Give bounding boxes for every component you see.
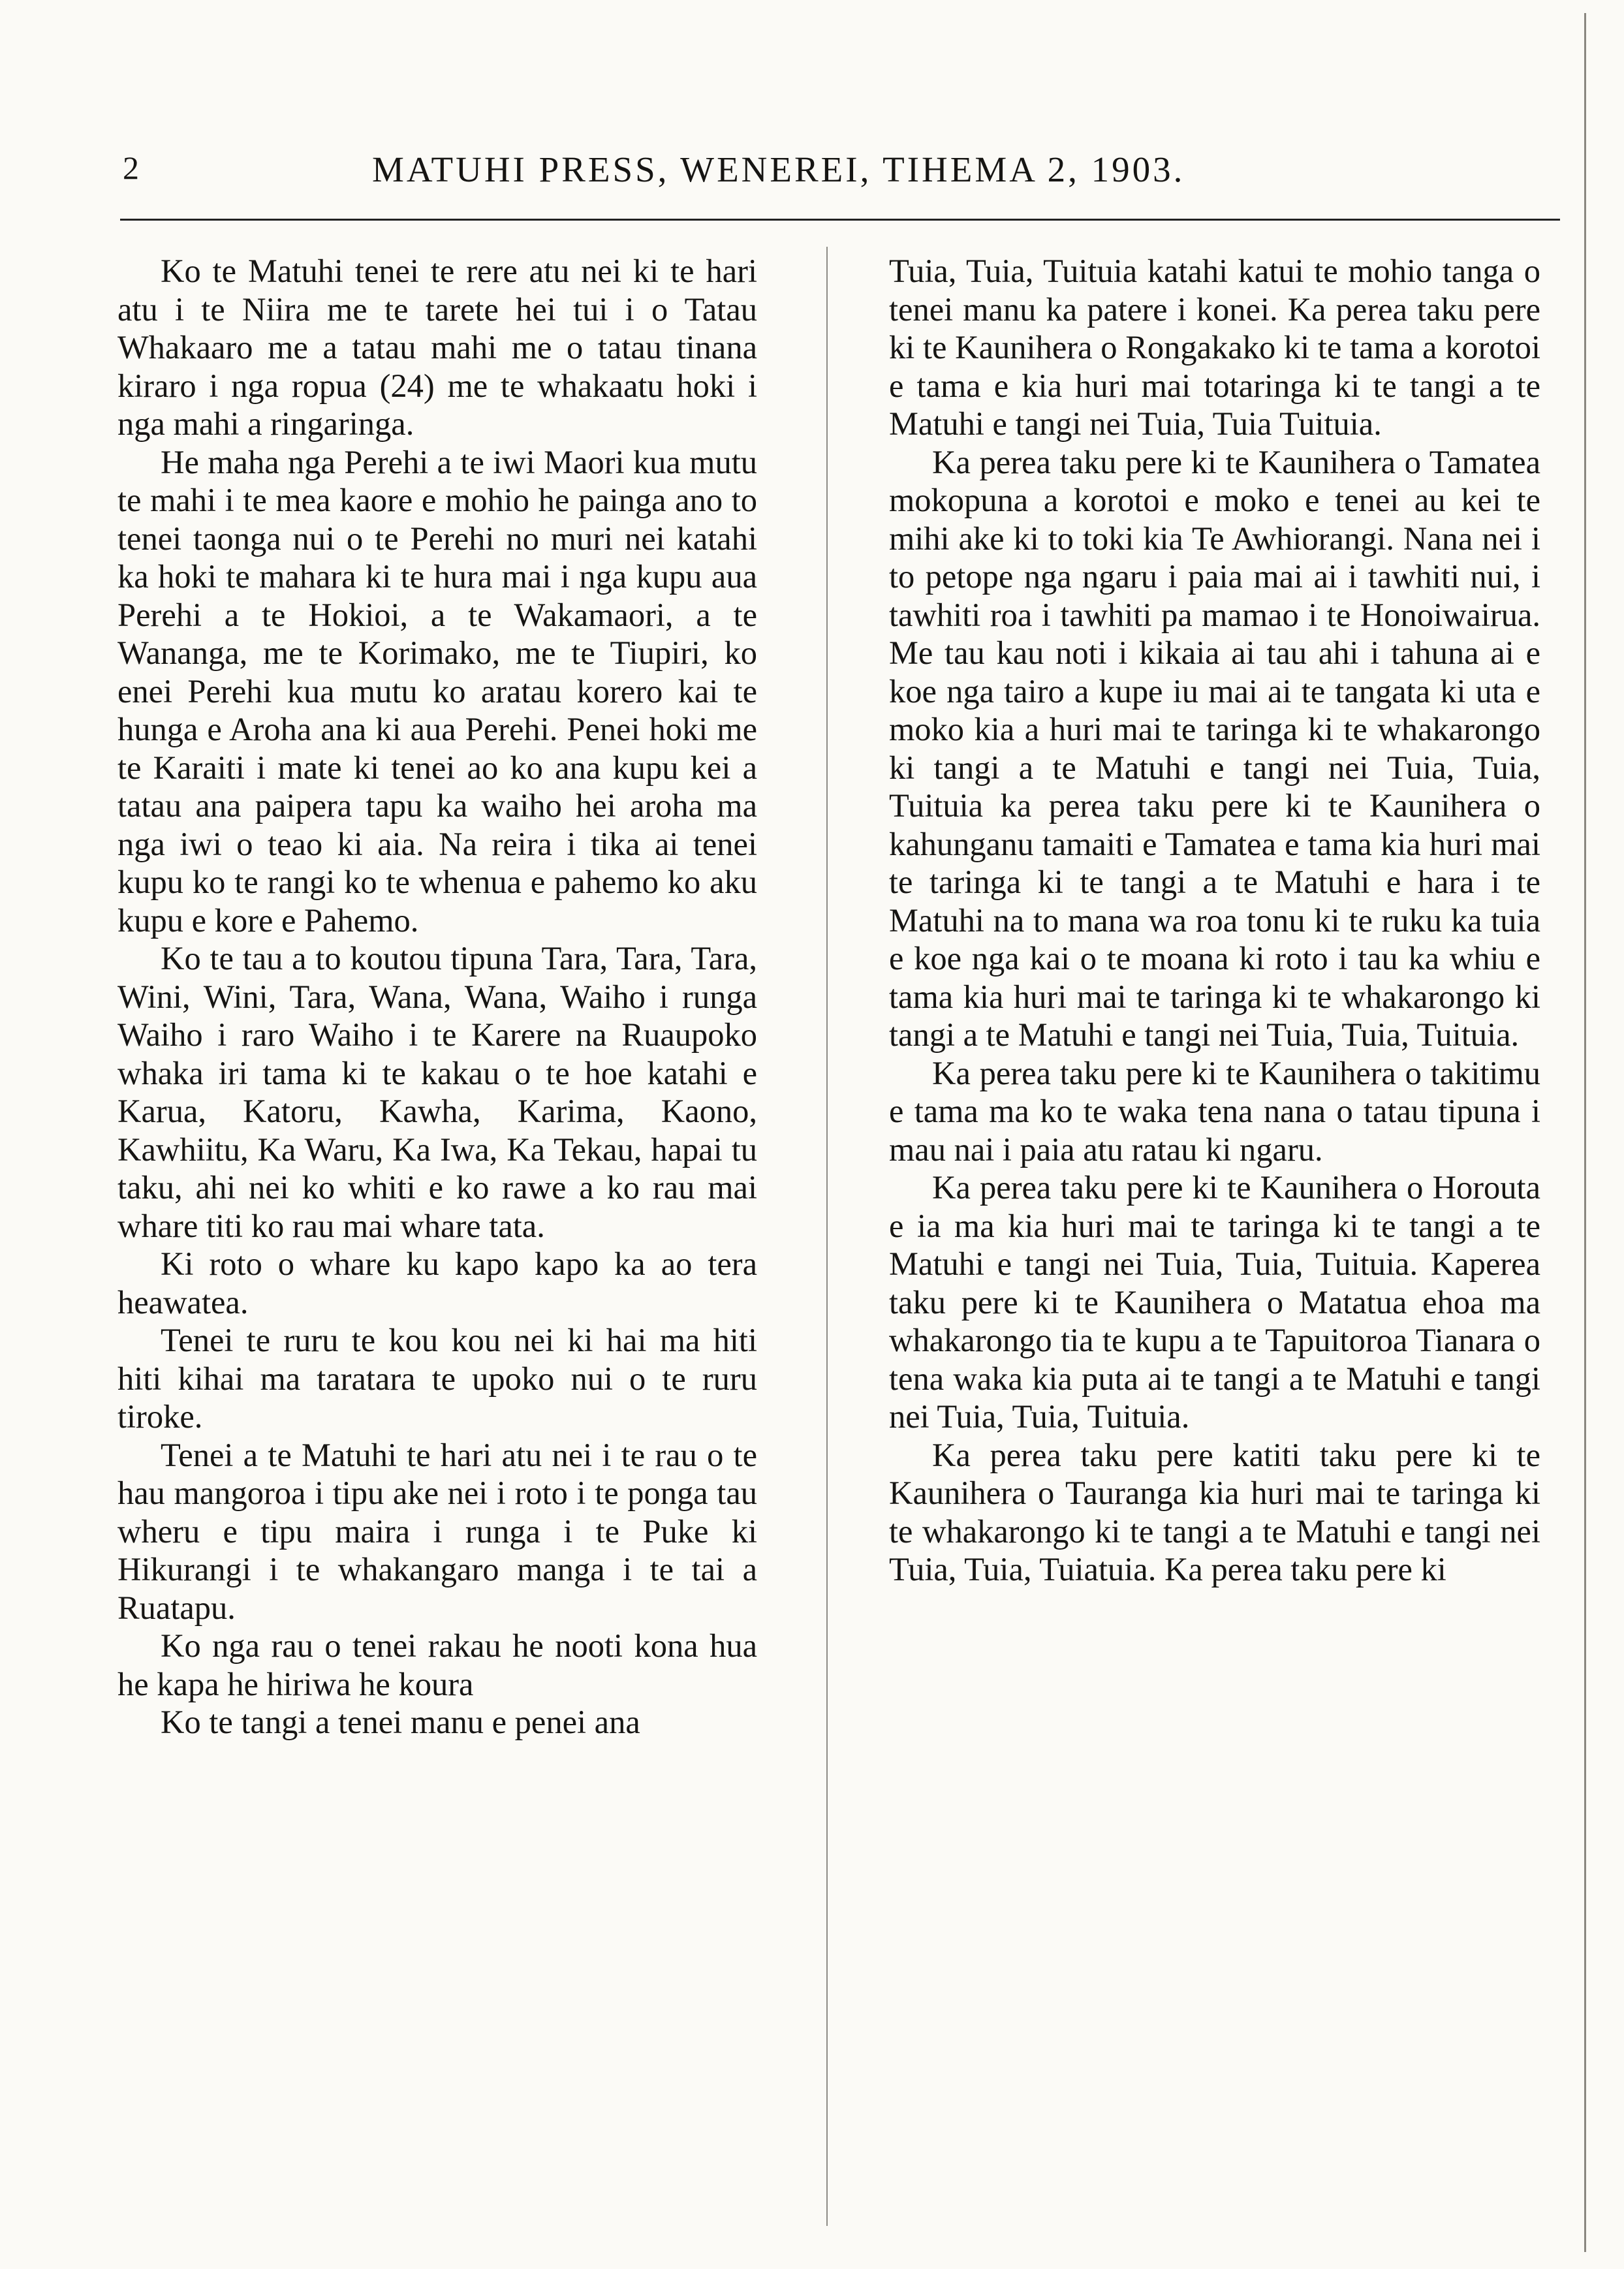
paragraph: Ka perea taku pere katiti taku pere ki te Kaunihera o Tauranga kia huri mai te taringa ki te whakarongo ki te tangi a te Matuhi e tangi nei Tuia, Tuia, Tuiatuia. Ka perea taku pere ki [889, 1436, 1540, 1588]
column-rule [826, 247, 828, 2226]
paragraph: Ki roto o whare ku kapo kapo ka ao tera heawatea. [117, 1245, 757, 1321]
left-column [117, 252, 757, 1742]
paragraph: Ka perea taku pere ki te Kaunihera o Horouta e ia ma kia huri mai te taringa ki te tangi a te Matuhi e tangi nei Tuia, Tuia, Tuituia. Kaperea taku pere ki te Kaunihera o Matatua ehoa ma whakarongo tia te kupu a te Tapuitoroa Tianara o tena waka kia puta ai te tangi a te Matuhi e tangi nei Tuia, Tuia, Tuituia. [889, 1169, 1540, 1435]
paragraph: Ko te Matuhi tenei te rere atu nei ki te hari atu i te Niira me te tarete hei tui i o Tatau Whakaaro me a tatau mahi me o tatau tinana kiraro i nga ropua (24) me te whakaatu hoki i nga mahi a ringaringa. [117, 253, 757, 442]
paragraph: Tenei a te Matuhi te hari atu nei i te rau o te hau mangoroa i tipu ake nei i roto i te ponga tau wheru e tipu maira i runga i te Puke ki Hikurangi i te whakangaro manga i te tai a Ruatapu. [117, 1436, 757, 1626]
running-head: MATUHI PRESS, WENEREI, TIHEMA 2, 1903. [372, 149, 1185, 189]
paragraph: Ko te tau a to koutou tipuna Tara, Tara, Tara, Wini, Wini, Tara, Wana, Wana, Waiho i runga Waiho i raro Waiho i te Karere na Ruaupoko whaka iri tama ki te kakau o te hoe katahi e Karua, Katoru, Kawha, Karima, Kaono, Kawhiitu, Ka Waru, Ka Iwa, Ka Tekau, hapai tu taku, ahi nei ko whiti e ko rawe a ko rau mai whare titi ko rau mai whare tata. [117, 940, 757, 1244]
paragraph: Ka perea taku pere ki te Kaunihera o Tamatea mokopuna a korotoi e moko e tenei au kei te mihi ake ki to toki kia Te Awhiorangi. Nana nei i to petope nga ngaru i paia mai ai i tawhiti nui, i tawhiti roa i tawhiti pa mamao i te Honoiwairua. Me tau kau noti i kikaia ai tau ahi i tahuna ai e koe nga tairo a kupe iu mai ai te tangata ki uta e moko kia a huri mai te taringa ki te whakarongo ki tangi a te Matuhi e tangi nei Tuia, Tuia, Tuituia ka perea taku pere ki te Kaunihera o kahunganu tamaiti e Tamatea e tama kia huri mai te taringa ki te tangi a te Matuhi e hara i te Matuhi na to mana wa roa tonu ki te ruku ka tuia e koe nga kai o te moana ki roto i tau ka whiu e tama kia huri mai te taringa ki te whakarongo ki tangi a te Matuhi e tangi nei Tuia, Tuia, Tuituia. [889, 443, 1540, 1053]
header-rule [120, 219, 1560, 221]
paragraph: Tenei te ruru te kou kou nei ki hai ma hiti hiti kihai ma taratara te upoko nui o te ruru tiroke. [117, 1322, 757, 1435]
page-number: 2 [123, 149, 139, 186]
paragraph: Tuia, Tuia, Tuituia katahi katui te mohio tanga o tenei manu ka patere i konei. Ka perea taku pere ki te Kaunihera o Rongakako ki te tama a korotoi e tama e kia huri mai totaringa ki te tangi a te Matuhi e tangi nei Tuia, Tuia Tuituia. [889, 253, 1540, 442]
right-column [889, 252, 1540, 1589]
paragraph: Ko nga rau o tenei rakau he nooti kona hua he kapa he hiriwa he koura [117, 1627, 757, 1702]
paragraph: Ka perea taku pere ki te Kaunihera o takitimu e tama ma ko te waka tena nana o tatau tipuna i mau nai i paia atu ratau ki ngaru. [889, 1054, 1540, 1168]
page-edge [1584, 13, 1586, 2252]
paragraph: Ko te tangi a tenei manu e penei ana [161, 1704, 640, 1740]
paragraph: He maha nga Perehi a te iwi Maori kua mutu te mahi i te mea kaore e mohio he painga ano to tenei taonga nui o te Perehi no muri nei katahi ka hoki te mahara ki te hura mai i nga kupu aua Perehi a te Hokioi, a te Wakamaori, a te Wananga, me te Korimako, me te Tiupiri, ko enei Perehi kua mutu ko aratau korero kai te hunga e Aroha ana ki aua Perehi. Penei hoki me te Karaiti i mate ki tenei ao ko ana kupu kei a tatau ana paipera tapu ka waiho hei aroha ma nga iwi o teao ki aia. Na reira i tika ai tenei kupu ko te rangi ko te whenua e pahemo ko aku kupu e kore e Pahemo. [117, 443, 757, 939]
page-header [117, 149, 1560, 201]
